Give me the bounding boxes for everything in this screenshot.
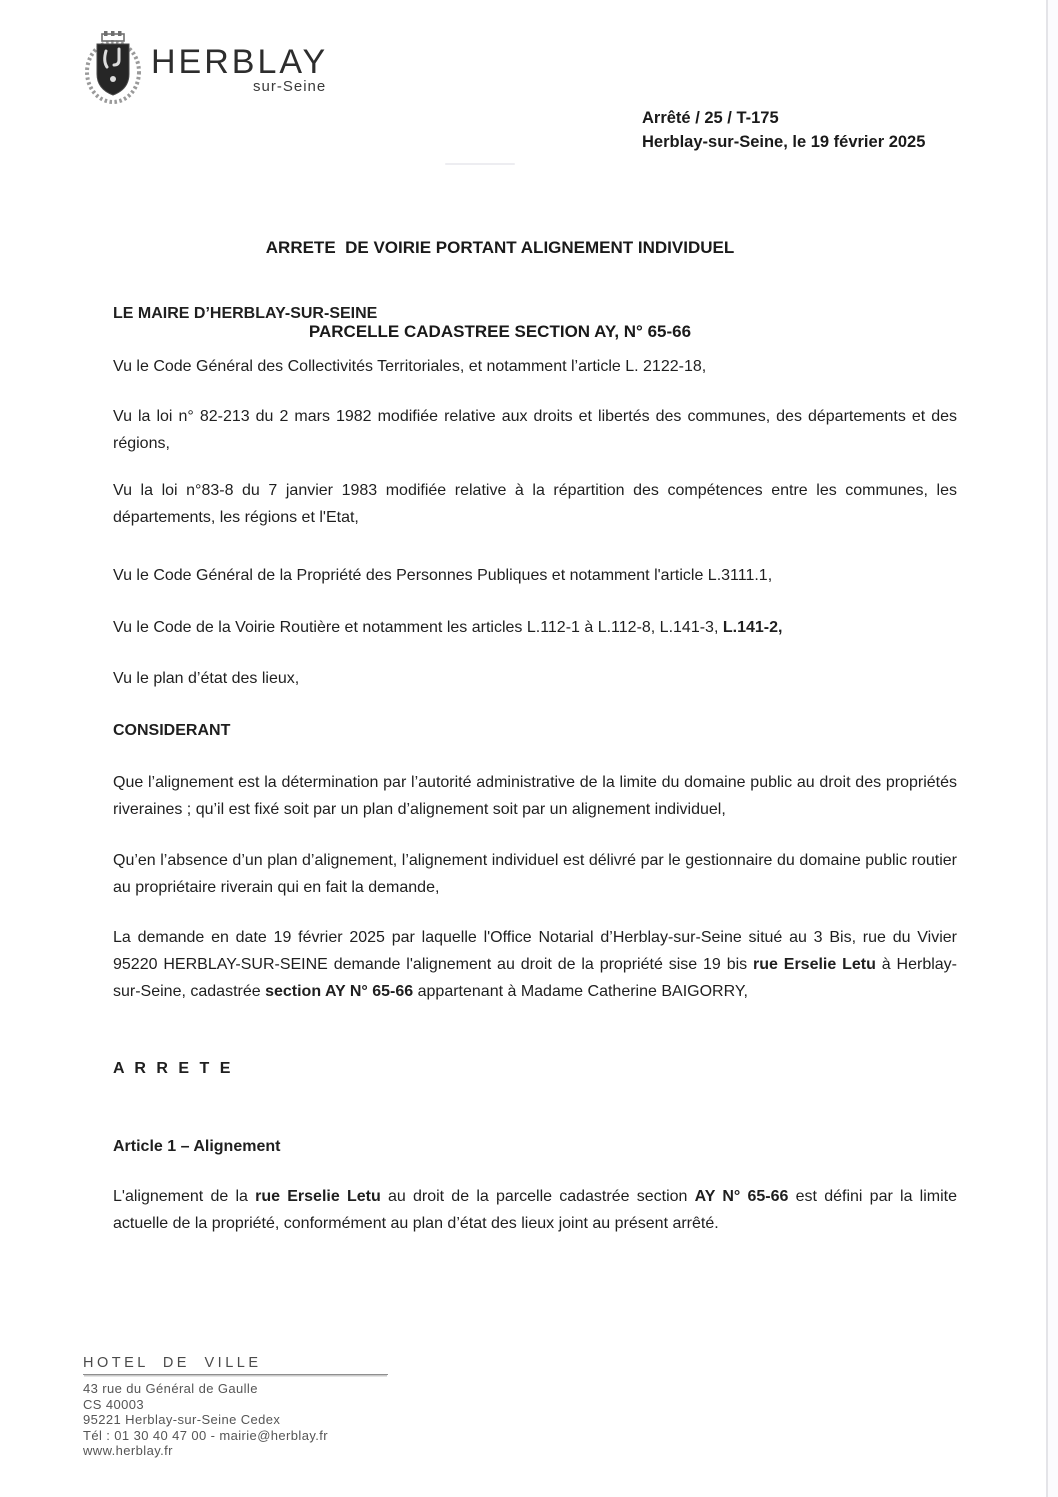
vu-paragraph: Vu la loi n° 82-213 du 2 mars 1982 modifiée relative aux droits et libertés des communes, des départements et des régions,	[113, 408, 957, 452]
article1-heading: Article 1 – Alignement	[113, 1138, 281, 1155]
article1-paragraph: L'alignement de la rue Erselie Letu au droit de la parcelle cadastrée section AY N° 65-66 est défini par la limite actuelle de la propriété, conformément au plan d’état des lieux joint au présent arrêté.	[113, 1188, 958, 1232]
footer-website-line: www.herblay.fr	[83, 1443, 173, 1458]
considerant-paragraph: La demande en date 19 février 2025 par laquelle l'Office Notarial d’Herblay-sur-Seine situé au 3 Bis, rue du Vivier 95220 HERBLAY-SUR-SEINE demande l'alignement au droit de la propriété sise 19 bis rue Erselie Letu à Herblay-sur-Seine, cadastrée section AY N° 65-66 appartenant à Madame Catherine BAIGORRY,	[113, 929, 957, 1000]
vu-paragraph: Vu le plan d’état des lieux,	[113, 670, 300, 687]
footer-address-line: CS 40003	[83, 1396, 145, 1412]
place-and-date: Herblay-sur-Seine, le 19 février 2025	[642, 133, 926, 151]
vu-paragraph: Vu le Code Général des Collectivités Territoriales, et notamment l’article L. 2122-18,	[113, 358, 707, 375]
city-logo	[85, 31, 328, 105]
scan-edge-line-artifact	[1046, 0, 1048, 1497]
footer-address-line: 43 rue du Général de Gaulle	[83, 1381, 258, 1396]
logo-city-name: HERBLAY	[151, 43, 329, 81]
document-title-line1: ARRETE DE VOIRIE PORTANT ALIGNEMENT INDIVIDUEL	[265, 238, 735, 257]
document-title-line2: PARCELLE CADASTREE SECTION AY, N° 65-66	[308, 322, 692, 341]
document-body	[113, 300, 957, 1261]
footer-heading: HOTEL DE VILLE	[83, 1355, 388, 1375]
considerant-paragraph: Qu’en l’absence d’un plan d’alignement, l’alignement individuel est délivré par le gestionnaire du domaine public routier au propriétaire riverain qui en fait la demande,	[113, 852, 957, 896]
footer-contact-block	[83, 1355, 388, 1459]
footer-phone-email-line: Tél : 01 30 40 47 00 - mairie@herblay.fr	[83, 1427, 329, 1443]
footer-address-line: 95221 Herblay-sur-Seine Cedex	[83, 1412, 281, 1427]
vu-paragraph: Vu le Code de la Voirie Routière et notamment les articles L.112-1 à L.112-8, L.141-3, L.141-2,	[113, 619, 783, 636]
arrete-number: Arrêté / 25 / T-175	[642, 109, 779, 127]
herblay-coat-of-arms-icon	[85, 31, 141, 105]
vu-paragraph: Vu la loi n°83-8 du 7 janvier 1983 modifiée relative à la répartition des compétences entre les communes, les départements, les régions et l'Etat,	[113, 482, 957, 526]
salutation: LE MAIRE D’HERBLAY-SUR-SEINE	[113, 305, 378, 322]
scan-smudge-artifact	[445, 163, 515, 165]
vu-paragraph: Vu le Code Général de la Propriété des Personnes Publiques et notamment l'article L.3111.1,	[113, 567, 773, 584]
considerant-paragraph: Que l’alignement est la détermination par l’autorité administrative de la limite du domaine public au droit des propriétés riveraines ; qu’il est fixé soit par un plan d’alignement soit par un alignement individuel,	[113, 774, 957, 818]
logo-text	[151, 43, 329, 95]
document-reference-block	[642, 106, 925, 154]
scan-edge-shading	[1048, 0, 1058, 1497]
considerant-heading: CONSIDERANT	[113, 722, 231, 739]
logo-city-subtitle: sur-Seine	[253, 78, 327, 95]
arrete-heading: A R R E T E	[113, 1060, 234, 1077]
